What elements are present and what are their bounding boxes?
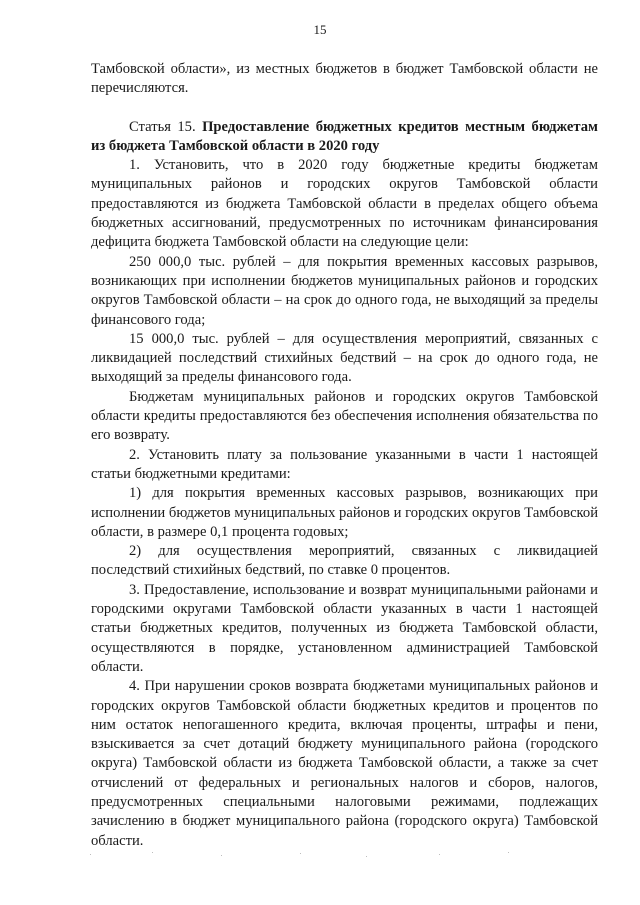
- article-label: Статья 15.: [129, 118, 196, 135]
- article-title: Предоставление бюджетных кредитов местным бюджетам из бюджета Тамбовской области в 2020 году: [91, 118, 598, 154]
- page-body: [91, 60, 598, 851]
- paragraph-6: 1) для покрытия временных кассовых разрывов, возникающих при исполнении бюджетов муниципальных районов и городских округов Тамбовской области, в размере 0,1 процента годовых;: [91, 485, 598, 540]
- paragraph-8: 3. Предоставление, использование и возврат муниципальными районами и городскими округами Тамбовской области указанных в части 1 настоящей статьи бюджетных кредитов, полученных из бюджета Тамбовской области, осуществляются в порядке, установленном администрацией Тамбовской области.: [91, 581, 598, 675]
- paragraph-1: 1. Установить, что в 2020 году бюджетные кредиты бюджетам муниципальных районов и городских округов Тамбовской области предоставляются из бюджета Тамбовской области в пределах общего объема бюджетных ассигнований, предусмотренных по источникам финансирования дефицита бюджета Тамбовской области на следующие цели:: [91, 157, 598, 251]
- article-heading: [91, 118, 598, 157]
- paragraph-7: 2) для осуществления мероприятий, связанных с ликвидацией последствий стихийных бедствий, по ставке 0 процентов.: [91, 543, 598, 579]
- paragraph-4: Бюджетам муниципальных районов и городских округов Тамбовской области кредиты предоставляются без обеспечения исполнения обязательства по его возврату.: [91, 388, 598, 444]
- paragraph-9: 4. При нарушении сроков возврата бюджетами муниципальных районов и городских округов Тамбовской области бюджетных кредитов и процентов по ним остаток непогашенного кредита, включая проценты, штрафы и пени, взыскивается за счет дотаций бюджету муниципального района (городского округа) Тамбовской области из бюджета Тамбовской области, а также за счет отчислений от федеральных и региональных налогов и сборов, налогов, предусмотренных специальными налоговыми режимами, подлежащих зачислению в бюджет муниципального района (городского округа) Тамбовской области.: [91, 678, 598, 849]
- paragraph-2: 250 000,0 тыс. рублей – для покрытия временных кассовых разрывов, возникающих при исполнении бюджетов муниципальных районов и городских округов Тамбовской области – на срок до одного года, не выходящий за пределы финансового года;: [91, 253, 598, 328]
- intro-paragraph: Тамбовской области», из местных бюджетов в бюджет Тамбовской области не перечисляются.: [91, 61, 598, 97]
- paragraph-5: 2. Установить плату за пользование указанными в части 1 настоящей статьи бюджетными кредитами:: [91, 446, 598, 482]
- page-number: 15: [313, 22, 327, 37]
- paragraph-3: 15 000,0 тыс. рублей – для осуществления мероприятий, связанных с ликвидацией последствий стихийных бедствий – на срок до одного года, не выходящий за пределы финансового года.: [91, 330, 598, 386]
- scan-specks: [90, 852, 510, 858]
